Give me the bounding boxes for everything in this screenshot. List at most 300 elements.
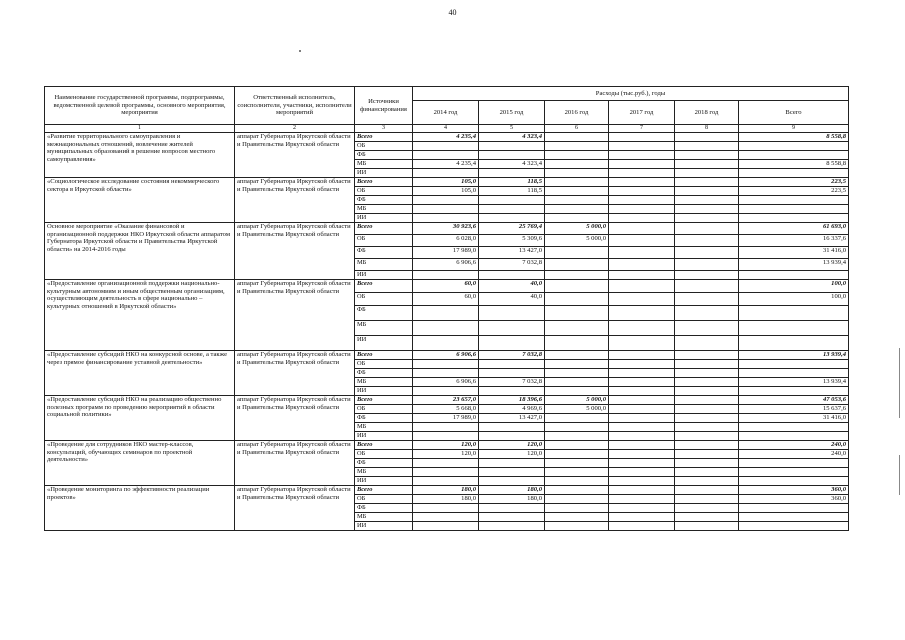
amount-cell: 30 923,6	[413, 223, 479, 235]
amount-cell: 5 309,6	[479, 235, 545, 247]
header-year: 2016 год	[545, 101, 609, 125]
amount-cell: 4 323,4	[479, 160, 545, 169]
amount-cell	[545, 513, 609, 522]
funding-source: ИИ	[355, 169, 413, 178]
amount-cell: 180,0	[479, 495, 545, 504]
amount-cell	[739, 169, 849, 178]
amount-cell	[675, 133, 739, 142]
amount-cell: 60,0	[413, 293, 479, 306]
amount-cell: 100,0	[739, 280, 849, 293]
amount-cell	[479, 369, 545, 378]
funding-source: ОБ	[355, 235, 413, 247]
amount-cell	[609, 450, 675, 459]
amount-cell	[609, 396, 675, 405]
amount-cell	[739, 336, 849, 351]
funding-source: МБ	[355, 423, 413, 432]
amount-cell	[609, 513, 675, 522]
header-expenses: Расходы (тыс.руб.), годы	[413, 87, 849, 101]
amount-cell: 180,0	[479, 486, 545, 495]
amount-cell: 120,0	[479, 450, 545, 459]
amount-cell	[739, 306, 849, 321]
funding-source: МБ	[355, 259, 413, 271]
column-number: 3	[355, 125, 413, 133]
amount-cell	[675, 223, 739, 235]
funding-source: ФБ	[355, 306, 413, 321]
amount-cell	[545, 522, 609, 531]
amount-cell	[479, 387, 545, 396]
amount-cell	[675, 522, 739, 531]
funding-source: ОБ	[355, 405, 413, 414]
amount-cell	[479, 205, 545, 214]
amount-cell	[609, 477, 675, 486]
amount-cell	[545, 169, 609, 178]
column-number: 9	[739, 125, 849, 133]
amount-cell: 100,0	[739, 293, 849, 306]
amount-cell	[609, 247, 675, 259]
amount-cell	[675, 259, 739, 271]
amount-cell	[545, 187, 609, 196]
amount-cell	[675, 450, 739, 459]
amount-cell	[479, 306, 545, 321]
amount-cell	[609, 178, 675, 187]
amount-cell	[739, 151, 849, 160]
header-name: Наименование государственной программы, подпрограммы, ведомственной целевой программы, основного мероприятия, мероприятия	[45, 87, 235, 125]
amount-cell	[479, 513, 545, 522]
scan-edge-mark	[899, 455, 900, 495]
header-year: 2014 год	[413, 101, 479, 125]
amount-cell	[545, 306, 609, 321]
amount-cell: 240,0	[739, 450, 849, 459]
amount-cell	[413, 522, 479, 531]
amount-cell	[675, 169, 739, 178]
amount-cell	[609, 133, 675, 142]
column-number: 5	[479, 125, 545, 133]
funding-source: МБ	[355, 160, 413, 169]
amount-cell	[545, 504, 609, 513]
amount-cell	[413, 432, 479, 441]
funding-source: ОБ	[355, 187, 413, 196]
funding-source: ИИ	[355, 214, 413, 223]
amount-cell	[609, 280, 675, 293]
amount-cell	[479, 271, 545, 280]
amount-cell	[675, 504, 739, 513]
executor: аппарат Губернатора Иркутской области и Правительства Иркутской области	[235, 178, 355, 223]
amount-cell	[739, 504, 849, 513]
amount-cell	[545, 196, 609, 205]
amount-cell	[479, 321, 545, 336]
funding-source: ФБ	[355, 196, 413, 205]
amount-cell: 105,0	[413, 178, 479, 187]
amount-cell	[545, 486, 609, 495]
amount-cell: 120,0	[479, 441, 545, 450]
amount-cell: 40,0	[479, 280, 545, 293]
amount-cell: 13 427,0	[479, 247, 545, 259]
amount-cell: 118,5	[479, 178, 545, 187]
amount-cell	[545, 387, 609, 396]
amount-cell: 6 906,6	[413, 259, 479, 271]
amount-cell	[413, 387, 479, 396]
amount-cell: 5 000,0	[545, 396, 609, 405]
amount-cell	[413, 513, 479, 522]
activity-name: «Проведение мониторинга по эффективности реализации проектов»	[45, 486, 235, 531]
amount-cell	[479, 360, 545, 369]
amount-cell	[675, 459, 739, 468]
amount-cell	[609, 142, 675, 151]
amount-cell	[675, 247, 739, 259]
amount-cell: 7 032,8	[479, 259, 545, 271]
amount-cell	[609, 369, 675, 378]
amount-cell: 17 989,0	[413, 414, 479, 423]
amount-cell	[545, 293, 609, 306]
amount-cell	[675, 468, 739, 477]
funding-source: ИИ	[355, 387, 413, 396]
amount-cell	[545, 336, 609, 351]
amount-cell: 13 427,0	[479, 414, 545, 423]
amount-cell	[675, 235, 739, 247]
amount-cell	[739, 468, 849, 477]
amount-cell	[479, 142, 545, 151]
amount-cell	[609, 504, 675, 513]
column-number: 7	[609, 125, 675, 133]
amount-cell: 31 416,0	[739, 414, 849, 423]
amount-cell	[413, 169, 479, 178]
amount-cell: 180,0	[413, 486, 479, 495]
header-year: 2017 год	[609, 101, 675, 125]
amount-cell	[739, 387, 849, 396]
column-number: 6	[545, 125, 609, 133]
amount-cell	[675, 405, 739, 414]
amount-cell: 13 939,4	[739, 378, 849, 387]
amount-cell	[413, 423, 479, 432]
amount-cell	[609, 468, 675, 477]
funding-source: ИИ	[355, 432, 413, 441]
amount-cell	[609, 351, 675, 360]
amount-cell	[739, 205, 849, 214]
amount-cell: 360,0	[739, 486, 849, 495]
amount-cell	[675, 187, 739, 196]
amount-cell	[545, 214, 609, 223]
funding-source: ИИ	[355, 271, 413, 280]
amount-cell: 60,0	[413, 280, 479, 293]
amount-cell	[609, 522, 675, 531]
funding-source: Всего	[355, 133, 413, 142]
funding-source: МБ	[355, 468, 413, 477]
amount-cell	[675, 196, 739, 205]
amount-cell	[609, 336, 675, 351]
funding-source: ОБ	[355, 360, 413, 369]
amount-cell	[413, 369, 479, 378]
amount-cell	[675, 205, 739, 214]
amount-cell: 47 053,6	[739, 396, 849, 405]
amount-cell	[413, 151, 479, 160]
amount-cell	[675, 513, 739, 522]
amount-cell	[479, 336, 545, 351]
scan-edge-mark	[899, 348, 900, 418]
amount-cell: 7 032,8	[479, 378, 545, 387]
amount-cell	[739, 360, 849, 369]
amount-cell	[479, 196, 545, 205]
amount-cell: 4 969,6	[479, 405, 545, 414]
amount-cell: 223,5	[739, 178, 849, 187]
amount-cell	[609, 205, 675, 214]
amount-cell	[609, 360, 675, 369]
amount-cell: 40,0	[479, 293, 545, 306]
amount-cell: 4 323,4	[479, 133, 545, 142]
table-row	[45, 486, 849, 495]
amount-cell	[609, 459, 675, 468]
amount-cell	[739, 459, 849, 468]
amount-cell	[545, 247, 609, 259]
funding-source: Всего	[355, 441, 413, 450]
amount-cell	[413, 306, 479, 321]
amount-cell	[413, 196, 479, 205]
funding-source: МБ	[355, 205, 413, 214]
amount-cell	[675, 142, 739, 151]
amount-cell	[545, 360, 609, 369]
activity-name: «Проведение для сотрудников НКО мастер-классов, консультаций, обучающих семинаров по проектной деятельности»	[45, 441, 235, 486]
amount-cell	[479, 214, 545, 223]
header-year: Всего	[739, 101, 849, 125]
column-number: 8	[675, 125, 739, 133]
amount-cell	[545, 378, 609, 387]
amount-cell	[675, 351, 739, 360]
amount-cell	[545, 351, 609, 360]
amount-cell	[675, 396, 739, 405]
amount-cell	[545, 441, 609, 450]
amount-cell	[675, 432, 739, 441]
amount-cell	[545, 178, 609, 187]
amount-cell	[609, 414, 675, 423]
table-row	[45, 351, 849, 360]
amount-cell: 6 906,6	[413, 351, 479, 360]
amount-cell	[739, 369, 849, 378]
executor: аппарат Губернатора Иркутской области и Правительства Иркутской области	[235, 351, 355, 396]
amount-cell	[609, 441, 675, 450]
amount-cell	[545, 369, 609, 378]
amount-cell	[545, 133, 609, 142]
amount-cell	[479, 432, 545, 441]
amount-cell: 180,0	[413, 495, 479, 504]
amount-cell	[675, 378, 739, 387]
funding-source: ФБ	[355, 369, 413, 378]
amount-cell	[609, 214, 675, 223]
amount-cell: 8 558,8	[739, 160, 849, 169]
amount-cell	[609, 271, 675, 280]
amount-cell	[609, 293, 675, 306]
amount-cell	[675, 441, 739, 450]
amount-cell	[675, 360, 739, 369]
amount-cell: 4 235,4	[413, 133, 479, 142]
header-executor: Ответственный исполнитель, соисполнители, участники, исполнители мероприятий	[235, 87, 355, 125]
funding-source: ФБ	[355, 459, 413, 468]
amount-cell: 4 235,4	[413, 160, 479, 169]
amount-cell	[609, 378, 675, 387]
funding-source: ИИ	[355, 336, 413, 351]
amount-cell: 5 000,0	[545, 235, 609, 247]
amount-cell	[609, 306, 675, 321]
amount-cell: 6 906,6	[413, 378, 479, 387]
amount-cell	[545, 477, 609, 486]
amount-cell	[413, 504, 479, 513]
table-row	[45, 396, 849, 405]
amount-cell: 5 000,0	[545, 223, 609, 235]
header-year: 2015 год	[479, 101, 545, 125]
amount-cell: 120,0	[413, 441, 479, 450]
amount-cell	[675, 321, 739, 336]
amount-cell	[413, 142, 479, 151]
activity-name: «Социологическое исследование состояния некоммерческого сектора в Иркутской области»	[45, 178, 235, 223]
amount-cell	[545, 495, 609, 504]
amount-cell	[545, 259, 609, 271]
funding-source: ФБ	[355, 151, 413, 160]
amount-cell	[413, 459, 479, 468]
funding-source: ОБ	[355, 293, 413, 306]
funding-source: МБ	[355, 378, 413, 387]
amount-cell: 31 416,0	[739, 247, 849, 259]
funding-source: Всего	[355, 223, 413, 235]
amount-cell: 5 668,0	[413, 405, 479, 414]
amount-cell	[675, 387, 739, 396]
amount-cell: 6 028,0	[413, 235, 479, 247]
amount-cell: 13 939,4	[739, 259, 849, 271]
funding-source: ИИ	[355, 477, 413, 486]
column-number: 4	[413, 125, 479, 133]
amount-cell: 23 657,0	[413, 396, 479, 405]
amount-cell	[739, 423, 849, 432]
amount-cell	[675, 271, 739, 280]
amount-cell: 105,0	[413, 187, 479, 196]
column-number: 1	[45, 125, 235, 133]
executor: аппарат Губернатора Иркутской области и Правительства Иркутской области	[235, 441, 355, 486]
amount-cell	[609, 196, 675, 205]
amount-cell: 7 032,8	[479, 351, 545, 360]
amount-cell	[739, 321, 849, 336]
funding-source: Всего	[355, 351, 413, 360]
funding-source: ФБ	[355, 504, 413, 513]
amount-cell: 13 939,4	[739, 351, 849, 360]
amount-cell	[545, 205, 609, 214]
amount-cell	[545, 151, 609, 160]
activity-name: «Предоставление субсидий НКО на конкурсной основе, а также через прямое финансирование уставной деятельности»	[45, 351, 235, 396]
amount-cell	[609, 495, 675, 504]
table-row	[45, 133, 849, 142]
amount-cell	[675, 495, 739, 504]
amount-cell	[739, 513, 849, 522]
amount-cell	[545, 160, 609, 169]
amount-cell	[739, 271, 849, 280]
header-source: Источники финансирования	[355, 87, 413, 125]
amount-cell	[609, 432, 675, 441]
funding-source: Всего	[355, 280, 413, 293]
expenses-table	[44, 86, 849, 531]
amount-cell	[609, 223, 675, 235]
activity-name: «Развитие территориального самоуправления и межнациональных отношений, вовлечение жителей муниципальных образований в решение вопросов местного самоуправления»	[45, 133, 235, 178]
funding-source: МБ	[355, 321, 413, 336]
amount-cell	[675, 336, 739, 351]
amount-cell	[609, 235, 675, 247]
amount-cell	[609, 160, 675, 169]
amount-cell	[413, 336, 479, 351]
executor: аппарат Губернатора Иркутской области и Правительства Иркутской области	[235, 396, 355, 441]
executor: аппарат Губернатора Иркутской области и Правительства Иркутской области	[235, 223, 355, 280]
amount-cell	[609, 187, 675, 196]
amount-cell: 18 396,6	[479, 396, 545, 405]
amount-cell	[413, 477, 479, 486]
amount-cell	[545, 280, 609, 293]
funding-source: ФБ	[355, 247, 413, 259]
activity-name: «Предоставление организационной поддержки национально-культурным автономиям и иным общественным организациям, осуществляющим деятельность в сфере национально – культурных отношений в Иркутской области»	[45, 280, 235, 351]
amount-cell	[675, 486, 739, 495]
amount-cell	[675, 293, 739, 306]
column-number: 2	[235, 125, 355, 133]
amount-cell	[545, 271, 609, 280]
amount-cell: 5 000,0	[545, 405, 609, 414]
amount-cell: 8 558,8	[739, 133, 849, 142]
amount-cell	[413, 360, 479, 369]
funding-source: ФБ	[355, 414, 413, 423]
executor: аппарат Губернатора Иркутской области и Правительства Иркутской области	[235, 280, 355, 351]
amount-cell: 120,0	[413, 450, 479, 459]
amount-cell	[545, 423, 609, 432]
amount-cell	[545, 459, 609, 468]
amount-cell	[675, 178, 739, 187]
amount-cell	[545, 142, 609, 151]
amount-cell	[739, 196, 849, 205]
funding-source: ОБ	[355, 142, 413, 151]
amount-cell	[739, 477, 849, 486]
funding-source: Всего	[355, 178, 413, 187]
amount-cell	[479, 468, 545, 477]
amount-cell	[545, 414, 609, 423]
executor: аппарат Губернатора Иркутской области и Правительства Иркутской области	[235, 486, 355, 531]
amount-cell: 223,5	[739, 187, 849, 196]
amount-cell	[545, 321, 609, 336]
activity-name: «Предоставление субсидий НКО на реализацию общественно полезных программ по проведению мероприятий в области социальной политики»	[45, 396, 235, 441]
table-row	[45, 178, 849, 187]
amount-cell	[609, 423, 675, 432]
activity-name: Основное мероприятие «Оказание финансовой и организационной поддержки НКО Иркутской области аппаратом Губернатора Иркутской области и Правительства Иркутской области» на 2014-2016 годы	[45, 223, 235, 280]
amount-cell	[479, 151, 545, 160]
amount-cell	[739, 142, 849, 151]
funding-source: ОБ	[355, 495, 413, 504]
amount-cell	[413, 321, 479, 336]
scan-speck	[299, 50, 301, 52]
page-number: 40	[448, 8, 457, 17]
table-row	[45, 223, 849, 235]
amount-cell	[675, 414, 739, 423]
amount-cell	[479, 169, 545, 178]
amount-cell	[739, 214, 849, 223]
amount-cell	[739, 432, 849, 441]
header-year: 2018 год	[675, 101, 739, 125]
amount-cell: 240,0	[739, 441, 849, 450]
executor: аппарат Губернатора Иркутской области и Правительства Иркутской области	[235, 133, 355, 178]
amount-cell	[675, 477, 739, 486]
amount-cell	[609, 321, 675, 336]
amount-cell	[545, 468, 609, 477]
funding-source: Всего	[355, 486, 413, 495]
amount-cell	[609, 151, 675, 160]
amount-cell	[609, 169, 675, 178]
funding-source: Всего	[355, 396, 413, 405]
amount-cell	[545, 432, 609, 441]
amount-cell	[609, 486, 675, 495]
amount-cell: 61 693,0	[739, 223, 849, 235]
amount-cell	[675, 423, 739, 432]
amount-cell	[739, 522, 849, 531]
amount-cell	[479, 477, 545, 486]
amount-cell: 360,0	[739, 495, 849, 504]
